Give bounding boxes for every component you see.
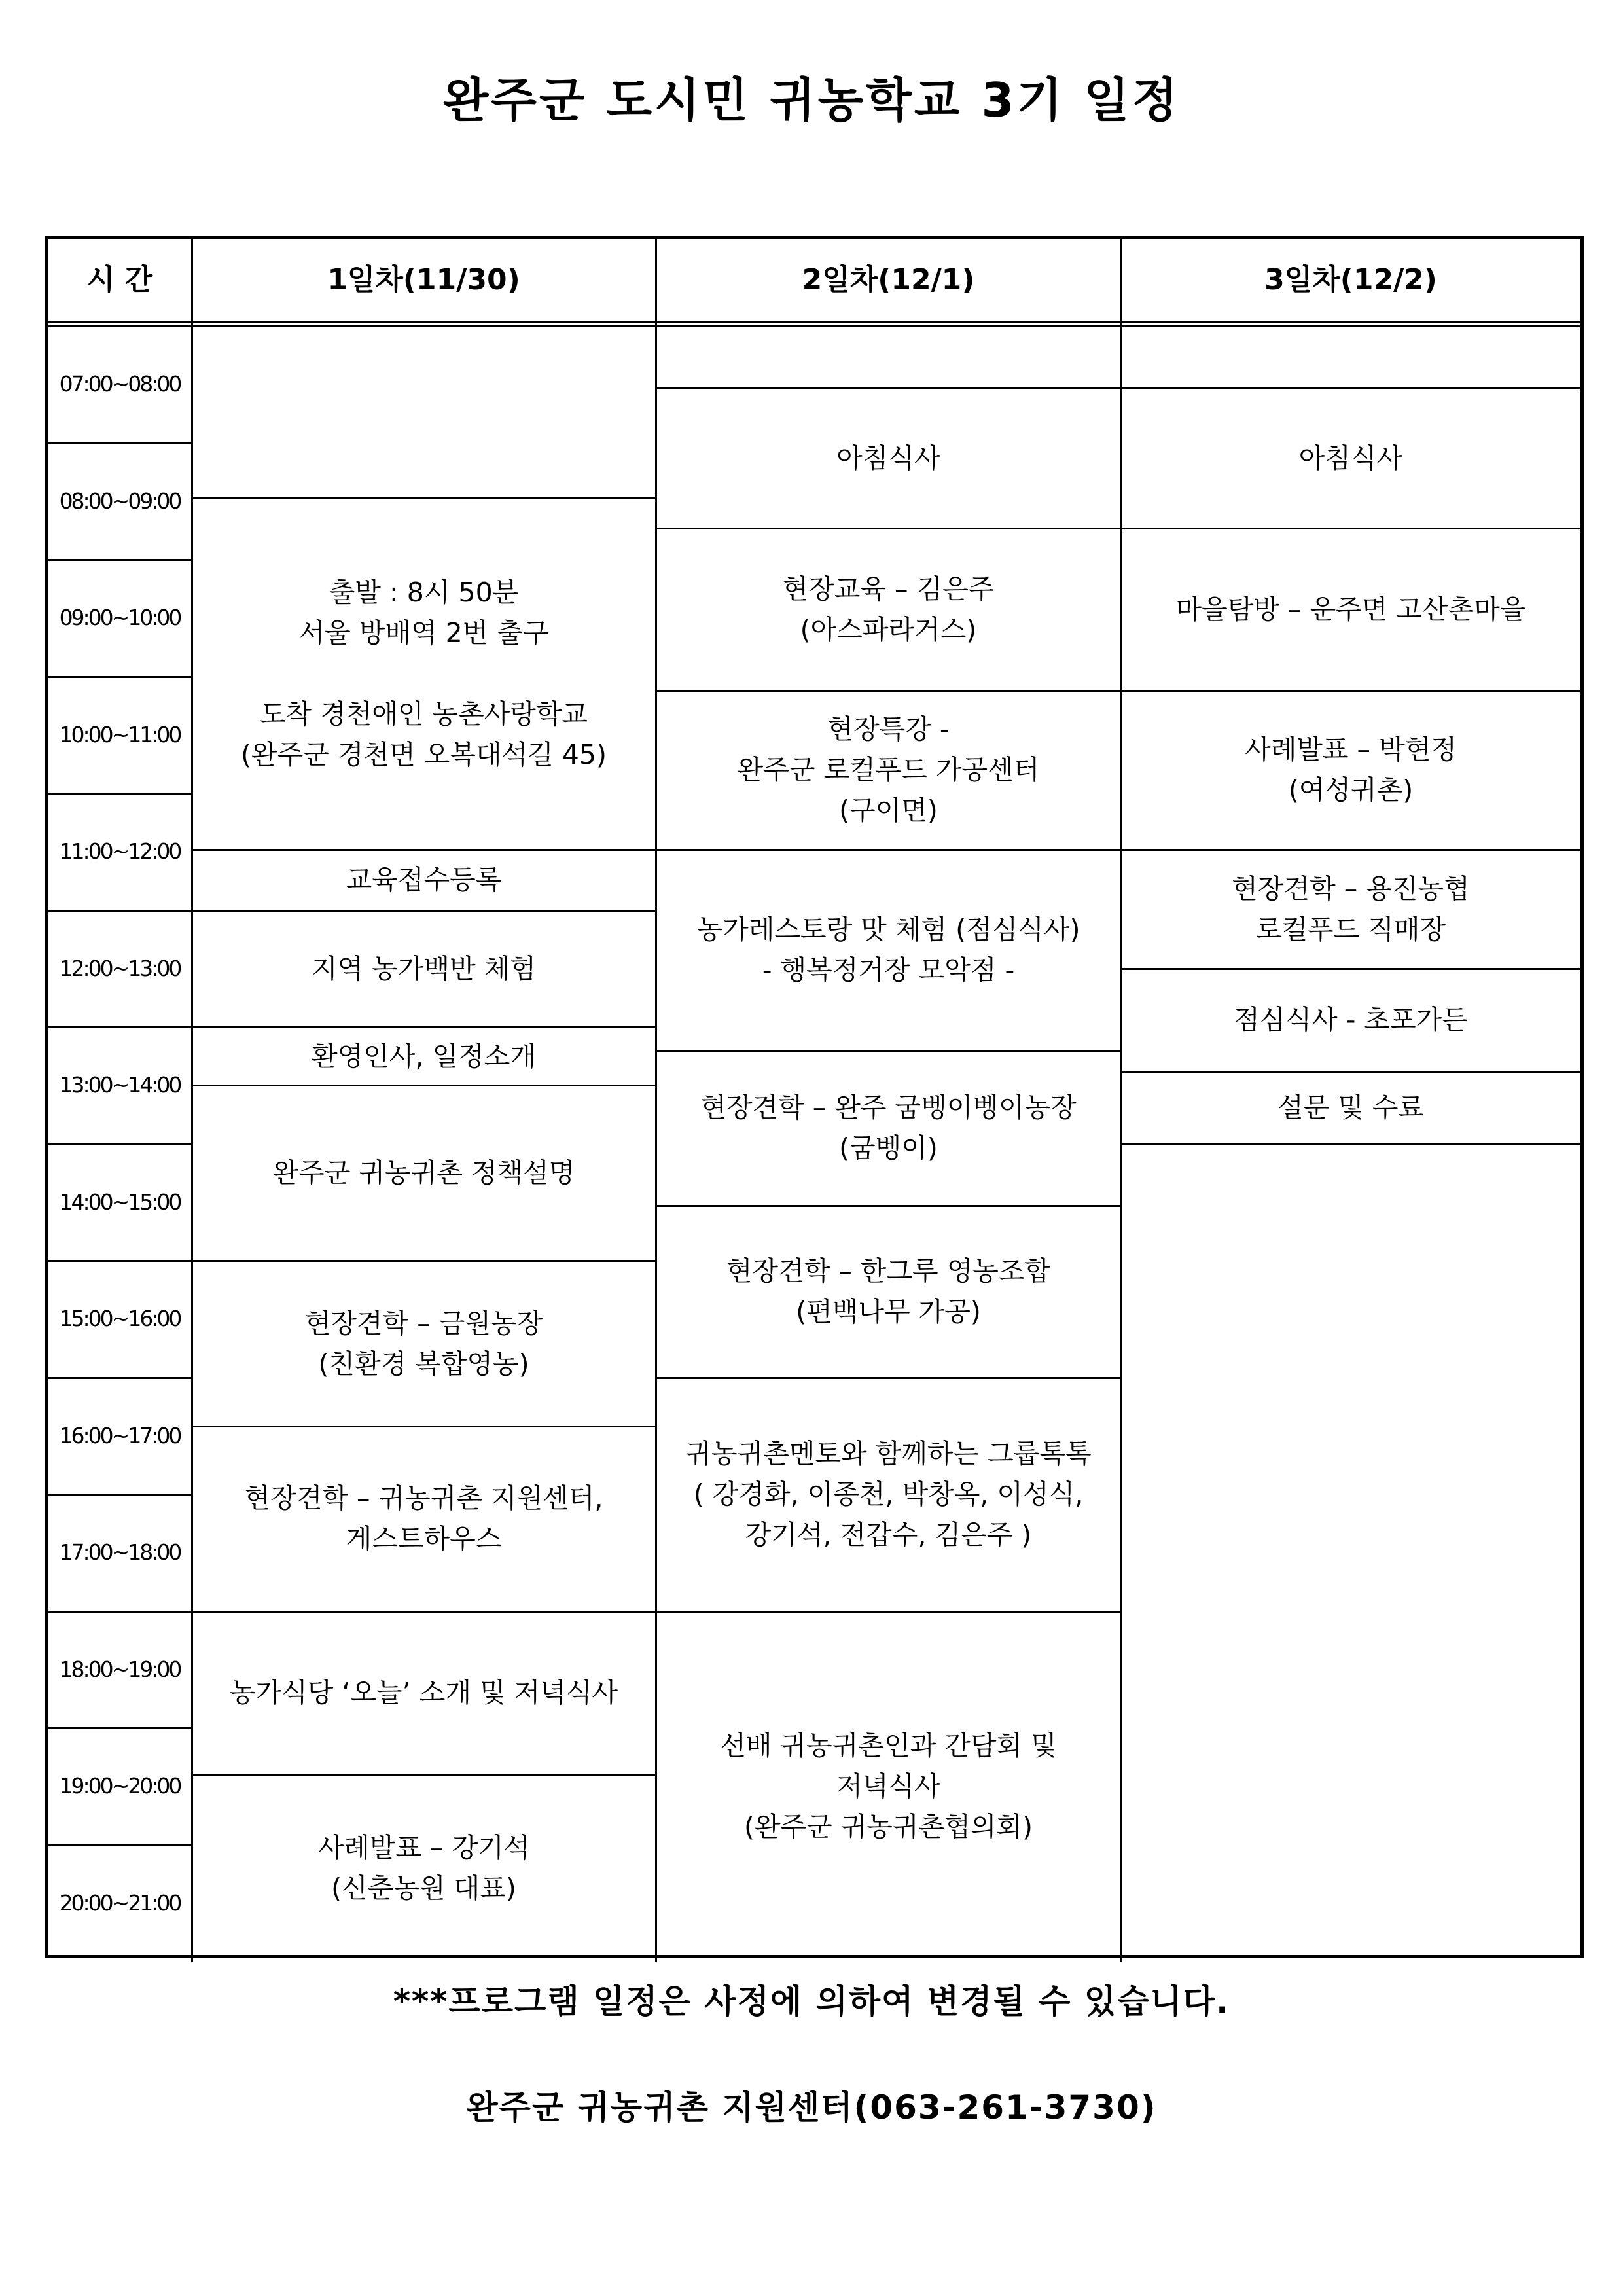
table-rule <box>48 1260 192 1262</box>
header-day2: 2일차(12/1) <box>802 262 975 296</box>
time-slot: 10:00~11:00 <box>59 721 181 747</box>
table-rule <box>656 1205 1121 1207</box>
table-rule <box>48 793 192 795</box>
day3-activity: 현장견학 – 용진농협 로컬푸드 직매장 <box>1232 872 1470 945</box>
day1-activity: 현장견학 – 귀농귀촌 지원센터, 게스트하우스 <box>244 1482 603 1555</box>
table-rule <box>1121 849 1580 851</box>
table-rule <box>192 910 656 912</box>
header-day1: 1일차(11/30) <box>327 262 520 296</box>
day1-activity: 완주군 귀농귀촌 정책설명 <box>272 1157 575 1189</box>
day1-activity: 출발 : 8시 50분 서울 방배역 2번 출구 도착 경천애인 농촌사랑학교 (완주군 경천면 오복대석길 45) <box>241 577 607 771</box>
day2-activity: 현장교육 – 김은주 (아스파라거스) <box>782 573 995 645</box>
table-rule <box>656 1377 1121 1379</box>
table-rule <box>656 387 1121 389</box>
table-rule <box>1121 387 1580 389</box>
table-rule <box>192 1260 656 1262</box>
table-rule <box>192 1426 656 1427</box>
time-slot: 08:00~09:00 <box>59 488 181 514</box>
table-rule <box>192 1611 656 1613</box>
time-slot: 11:00~12:00 <box>59 838 181 865</box>
time-slot: 16:00~17:00 <box>59 1422 181 1448</box>
table-rule <box>656 1611 1121 1613</box>
table-rule <box>48 442 192 444</box>
day1-activity <box>192 326 656 497</box>
day1-activity: 지역 농가백반 체험 <box>312 952 536 984</box>
time-slot: 18:00~19:00 <box>59 1656 181 1682</box>
table-rule <box>48 1026 192 1028</box>
table-rule <box>1121 1071 1580 1073</box>
day1-activity: 환영인사, 일정소개 <box>312 1040 536 1072</box>
day2-activity <box>656 326 1121 388</box>
day2-activity: 아침식사 <box>836 442 940 474</box>
time-slot: 17:00~18:00 <box>59 1539 181 1566</box>
day1-activity: 교육접수등록 <box>346 864 502 896</box>
table-rule <box>48 1377 192 1379</box>
day2-activity: 현장특강 - 완주군 로컬푸드 가공센터 (구이면) <box>737 713 1040 827</box>
table-rule <box>48 321 1580 323</box>
table-rule <box>48 1727 192 1729</box>
table-rule <box>1121 528 1580 529</box>
table-rule <box>192 1026 656 1028</box>
page-title: 완주군 도시민 귀농학교 3기 일정 <box>442 73 1181 128</box>
table-rule <box>48 559 192 561</box>
day1-activity: 현장견학 – 금원농장 (친환경 복합영농) <box>304 1307 543 1380</box>
day3-activity <box>1121 326 1580 388</box>
day2-activity: 귀농귀촌멘토와 함께하는 그룹톡톡 ( 강경화, 이종천, 박창옥, 이성식, 강기석, 전갑수, 김은주 ) <box>685 1438 1092 1551</box>
change-notice: ***프로그램 일정은 사정에 의하여 변경될 수 있습니다. <box>393 1982 1230 2020</box>
table-rule <box>48 1611 192 1613</box>
day3-activity: 사례발표 – 박현정 (여성귀촌) <box>1245 734 1457 806</box>
day3-activity <box>1121 1144 1580 1962</box>
table-rule <box>1121 690 1580 692</box>
header-day3: 3일차(12/2) <box>1264 262 1437 296</box>
table-rule <box>656 528 1121 529</box>
time-slot: 15:00~16:00 <box>59 1306 181 1332</box>
day2-activity: 농가레스토랑 맛 체험 (점심식사) - 행복정거장 모악점 - <box>696 914 1080 986</box>
time-slot: 09:00~10:00 <box>59 605 181 631</box>
table-rule <box>1121 1143 1580 1145</box>
day3-activity: 아침식사 <box>1298 442 1403 474</box>
table-rule <box>48 1494 192 1496</box>
time-slot: 14:00~15:00 <box>59 1189 181 1215</box>
table-rule <box>192 849 656 851</box>
time-slot: 07:00~08:00 <box>59 371 181 397</box>
day1-activity: 농가식당 ‘오늘’ 소개 및 저녁식사 <box>229 1677 618 1709</box>
time-slot: 20:00~21:00 <box>59 1890 181 1916</box>
table-rule <box>656 690 1121 692</box>
table-rule <box>192 497 656 499</box>
day3-activity: 마을탐방 – 운주면 고산촌마을 <box>1175 593 1526 625</box>
day3-activity: 설문 및 수료 <box>1277 1092 1425 1124</box>
schedule-table <box>45 236 1584 1958</box>
time-slot: 12:00~13:00 <box>59 955 181 981</box>
table-rule <box>656 1050 1121 1052</box>
table-rule <box>1121 968 1580 970</box>
day2-activity: 선배 귀농귀촌인과 간담회 및 저녁식사 (완주군 귀농귀촌협의회) <box>720 1730 1057 1843</box>
table-rule <box>48 1143 192 1145</box>
day1-activity: 사례발표 – 강기석 (신춘농원 대표) <box>317 1832 530 1905</box>
header-time: 시 간 <box>86 262 153 296</box>
day3-activity: 점심식사 - 초포가든 <box>1234 1004 1468 1036</box>
contact-info: 완주군 귀농귀촌 지원센터(063-261-3730) <box>466 2089 1157 2126</box>
day2-activity: 현장견학 – 완주 굼벵이벵이농장 (굼벵이) <box>700 1092 1077 1164</box>
table-rule <box>192 1085 656 1086</box>
table-rule <box>656 849 1121 851</box>
time-slot: 19:00~20:00 <box>59 1773 181 1799</box>
time-slot: 13:00~14:00 <box>59 1072 181 1098</box>
day2-activity: 현장견학 – 한그루 영농조합 (편백나무 가공) <box>726 1255 1051 1328</box>
table-rule <box>48 910 192 912</box>
table-rule <box>48 1844 192 1846</box>
table-rule <box>192 1774 656 1776</box>
table-rule <box>48 676 192 678</box>
